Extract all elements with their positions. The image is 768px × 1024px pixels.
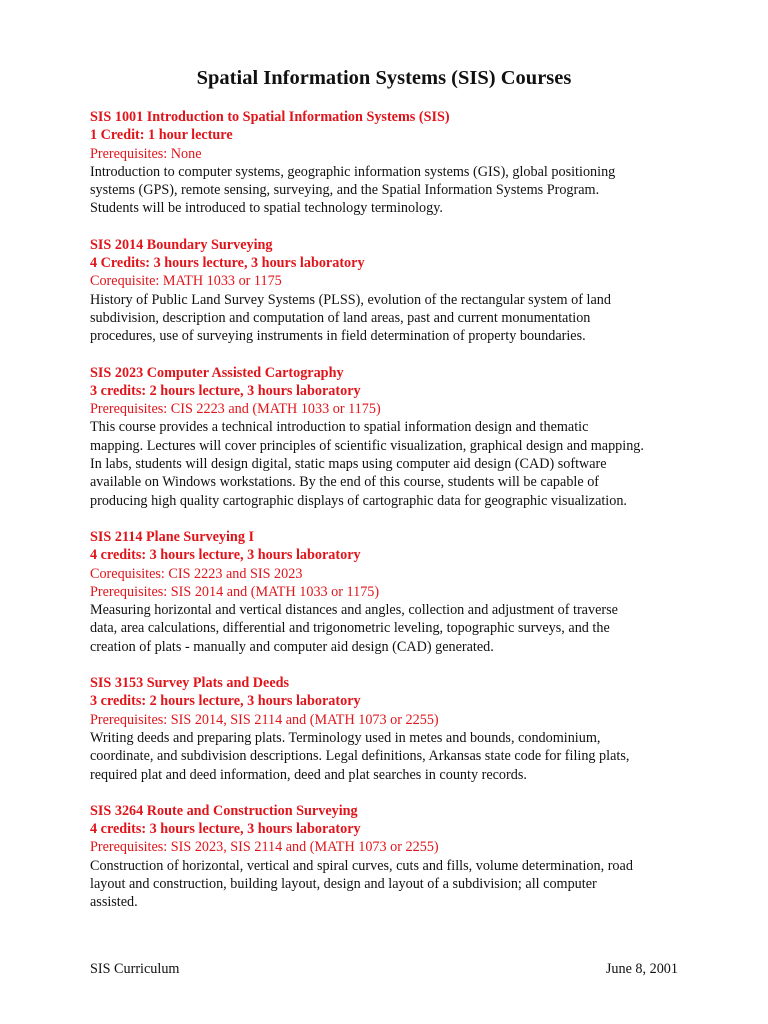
course-heading: SIS 2023 Computer Assisted Cartography — [90, 364, 344, 381]
course-description — [90, 291, 690, 346]
description-line: Construction of horizontal, vertical and spiral curves, cuts and fills, volume determination, road — [90, 857, 633, 874]
description-line: Measuring horizontal and vertical distances and angles, collection and adjustment of traverse — [90, 602, 618, 619]
course-requisite: Corequisites: CIS 2223 and SIS 2023 — [90, 565, 303, 582]
course-credits: 4 credits: 3 hours lecture, 3 hours laboratory — [90, 547, 361, 564]
description-line: systems (GPS), remote sensing, surveying, and the Spatial Information Systems Program. — [90, 182, 600, 199]
description-line: assisted. — [90, 894, 138, 911]
course-credits: 3 credits: 2 hours lecture, 3 hours laboratory — [90, 382, 361, 399]
course-requisite: Prerequisites: SIS 2023, SIS 2114 and (MATH 1073 or 2255) — [90, 839, 439, 856]
description-line: data, area calculations, differential and trigonometric leveling, topographic surveys, and the — [90, 620, 610, 637]
description-line: Writing deeds and preparing plats. Terminology used in metes and bounds, condominium, — [90, 729, 601, 746]
description-line: mapping. Lectures will cover principles of scientific visualization, graphical design and mapping. — [90, 437, 644, 454]
description-line: History of Public Land Survey Systems (PLSS), evolution of the rectangular system of land — [90, 291, 611, 308]
course-requisite: Prerequisites: SIS 2014, SIS 2114 and (MATH 1073 or 2255) — [90, 711, 439, 728]
course-requisite: Prerequisites: SIS 2014 and (MATH 1033 or 1175) — [90, 583, 380, 600]
description-line: layout and construction, building layout, design and layout of a subdivision; all computer — [90, 875, 597, 892]
description-line: Students will be introduced to spatial technology terminology. — [90, 200, 443, 217]
course-credits: 4 Credits: 3 hours lecture, 3 hours laboratory — [90, 255, 365, 272]
course-heading: SIS 3153 Survey Plats and Deeds — [90, 675, 290, 692]
course-entry — [90, 674, 690, 784]
course-description — [90, 857, 690, 912]
description-line: In labs, students will design digital, static maps using computer aid design (CAD) software — [90, 456, 607, 473]
course-entry — [90, 236, 690, 346]
course-description — [90, 729, 690, 784]
description-line: This course provides a technical introduction to spatial information design and thematic — [90, 419, 589, 436]
course-requisite: Prerequisites: None — [90, 145, 202, 162]
course-requisite: Corequisite: MATH 1033 or 1175 — [90, 273, 282, 290]
footer-date: June 8, 2001 — [605, 961, 678, 977]
description-line: available on Windows workstations. By the end of this course, students will be capable of — [90, 474, 600, 491]
course-description — [90, 601, 690, 656]
course-entry — [90, 364, 690, 510]
description-line: procedures, use of surveying instruments in field determination of property boundaries. — [90, 328, 586, 345]
course-description — [90, 163, 690, 218]
course-credits: 1 Credit: 1 hour lecture — [90, 127, 233, 144]
course-heading: SIS 2014 Boundary Surveying — [90, 236, 273, 253]
course-description — [90, 418, 690, 509]
footer-left-text: SIS Curriculum — [90, 961, 180, 977]
description-line: creation of plats - manually and computer aid design (CAD) generated. — [90, 638, 494, 655]
course-entry — [90, 528, 690, 656]
course-heading: SIS 3264 Route and Construction Surveying — [90, 802, 358, 819]
page-title: Spatial Information Systems (SIS) Courses — [196, 67, 572, 89]
course-entry — [90, 802, 690, 912]
course-heading: SIS 2114 Plane Surveying I — [90, 528, 254, 545]
course-credits: 4 credits: 3 hours lecture, 3 hours laboratory — [90, 821, 361, 838]
description-line: producing high quality cartographic displays of cartographic data for geographic visualization. — [90, 492, 627, 509]
course-credits: 3 credits: 2 hours lecture, 3 hours laboratory — [90, 693, 361, 710]
description-line: subdivision, description and computation of land areas, past and current monumentation — [90, 309, 591, 326]
description-line: coordinate, and subdivision descriptions. Legal definitions, Arkansas state code for filing plats, — [90, 748, 630, 765]
description-line: Introduction to computer systems, geographic information systems (GIS), global positioning — [90, 163, 616, 180]
description-line: required plat and deed information, deed and plat searches in county records. — [90, 766, 527, 783]
course-entry — [90, 108, 690, 218]
course-heading: SIS 1001 Introduction to Spatial Information Systems (SIS) — [90, 109, 450, 125]
course-requisite: Prerequisites: CIS 2223 and (MATH 1033 or 1175) — [90, 401, 381, 418]
course-list — [90, 108, 690, 930]
